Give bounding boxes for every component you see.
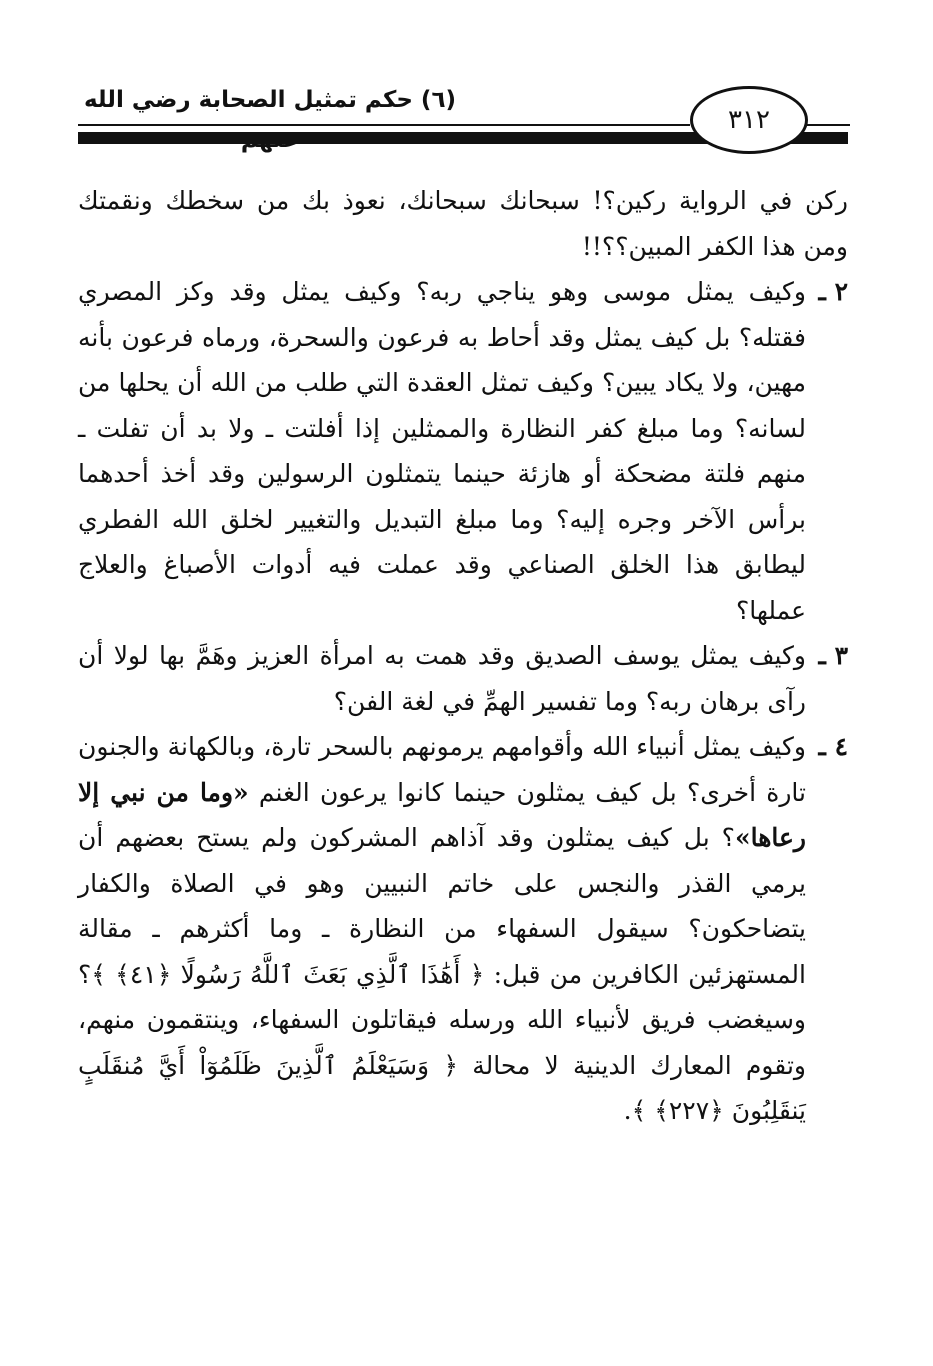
- list-item-text: وكيف يمثل أنبياء الله وأقوامهم يرمونهم بالسحر تارة، وبالكهانة والجنون تارة أخرى؟ بل كيف يمثلون حينما كانوا يرعون الغنم: [78, 732, 806, 807]
- list-item-2: [78, 269, 848, 633]
- page-number-oval: [690, 86, 808, 154]
- page-number: ٣١٢: [728, 105, 770, 135]
- hadith-quote: «وما من نبي إلا رعاها»: [78, 777, 806, 852]
- intro-paragraph: ركن في الرواية ركين؟! سبحانك سبحانك، نعوذ بك من سخطك ونقمتك ومن هذا الكفر المبين؟؟!!: [78, 186, 848, 261]
- list-item-number: ٣ ـ: [818, 641, 848, 670]
- list-item-text: .: [623, 1096, 632, 1125]
- quran-verse: ﴿ وَسَيَعْلَمُ ٱلَّذِينَ ظَلَمُوٓاْ أَيَّ مُنقَلَبٍ يَنقَلِبُونَ ﴿٢٢٧﴾ ﴾: [78, 1050, 806, 1125]
- list-item-text: ؟ بل كيف يمثلون وقد آذاهم المشركون ولم يستح بعضهم أن يرمي القذر والنجس على خاتم النبيين وهو في الصلاة والكفار يتضاحكون؟ سيقول السفهاء من النظارة ـ وما أكثرهم ـ مقالة المستهزئين الكافرين من قبل:: [78, 823, 806, 989]
- page-body: [78, 178, 848, 1134]
- quran-verse: ﴿ أَهَٰذَا ٱلَّذِي بَعَثَ ٱللَّهُ رَسُولًا ﴿٤١﴾ ﴾: [91, 959, 485, 989]
- list-item-text: وكيف يمثل يوسف الصديق وقد همت به امرأة العزيز وهَمَّ بها لولا أن رآى برهان ربه؟ وما تفسير الهمِّ في لغة الفن؟: [78, 641, 806, 716]
- list-item-3: [78, 633, 848, 724]
- header-thin-rule: [78, 124, 690, 126]
- list-item-number: ٤ ـ: [818, 732, 848, 761]
- list-item-number: ٢ ـ: [818, 277, 848, 306]
- list-item-text: ؟ وسيغضب فريق لأنبياء الله ورسله فيقاتلون السفهاء، وينتقمون منهم، وتقوم المعارك الدينية لا محالة: [78, 959, 806, 1080]
- running-header-title: (٦) حكم تمثيل الصحابة رضي الله: [83, 87, 457, 113]
- list-item-text: وكيف يمثل موسى وهو يناجي ربه؟ وكيف يمثل وقد وكز المصري فقتله؟ بل كيف يمثل وقد أحاط به فرعون والسحرة، ورماه فرعون بأنه مهين، ولا يكاد يبين؟ وكيف تمثل العقدة التي طلب من الله أن يحلها من لسانه؟ وما مبلغ كفر النظارة والممثلين إذا أفلتت ـ ولا بد أن تفلت ـ منهم فلتة مضحكة أو هازئة حينما يتمثلون الرسولين وقد أخذ أحدهما برأس الآخر وجره إليه؟ وما مبلغ التبديل والتغيير لخلق الله الفطري ليطابق هذا الخلق الصناعي وقد عملت فيه أدوات الأصباغ والعلاج عملها؟: [78, 277, 806, 625]
- list-item-4: [78, 724, 848, 1134]
